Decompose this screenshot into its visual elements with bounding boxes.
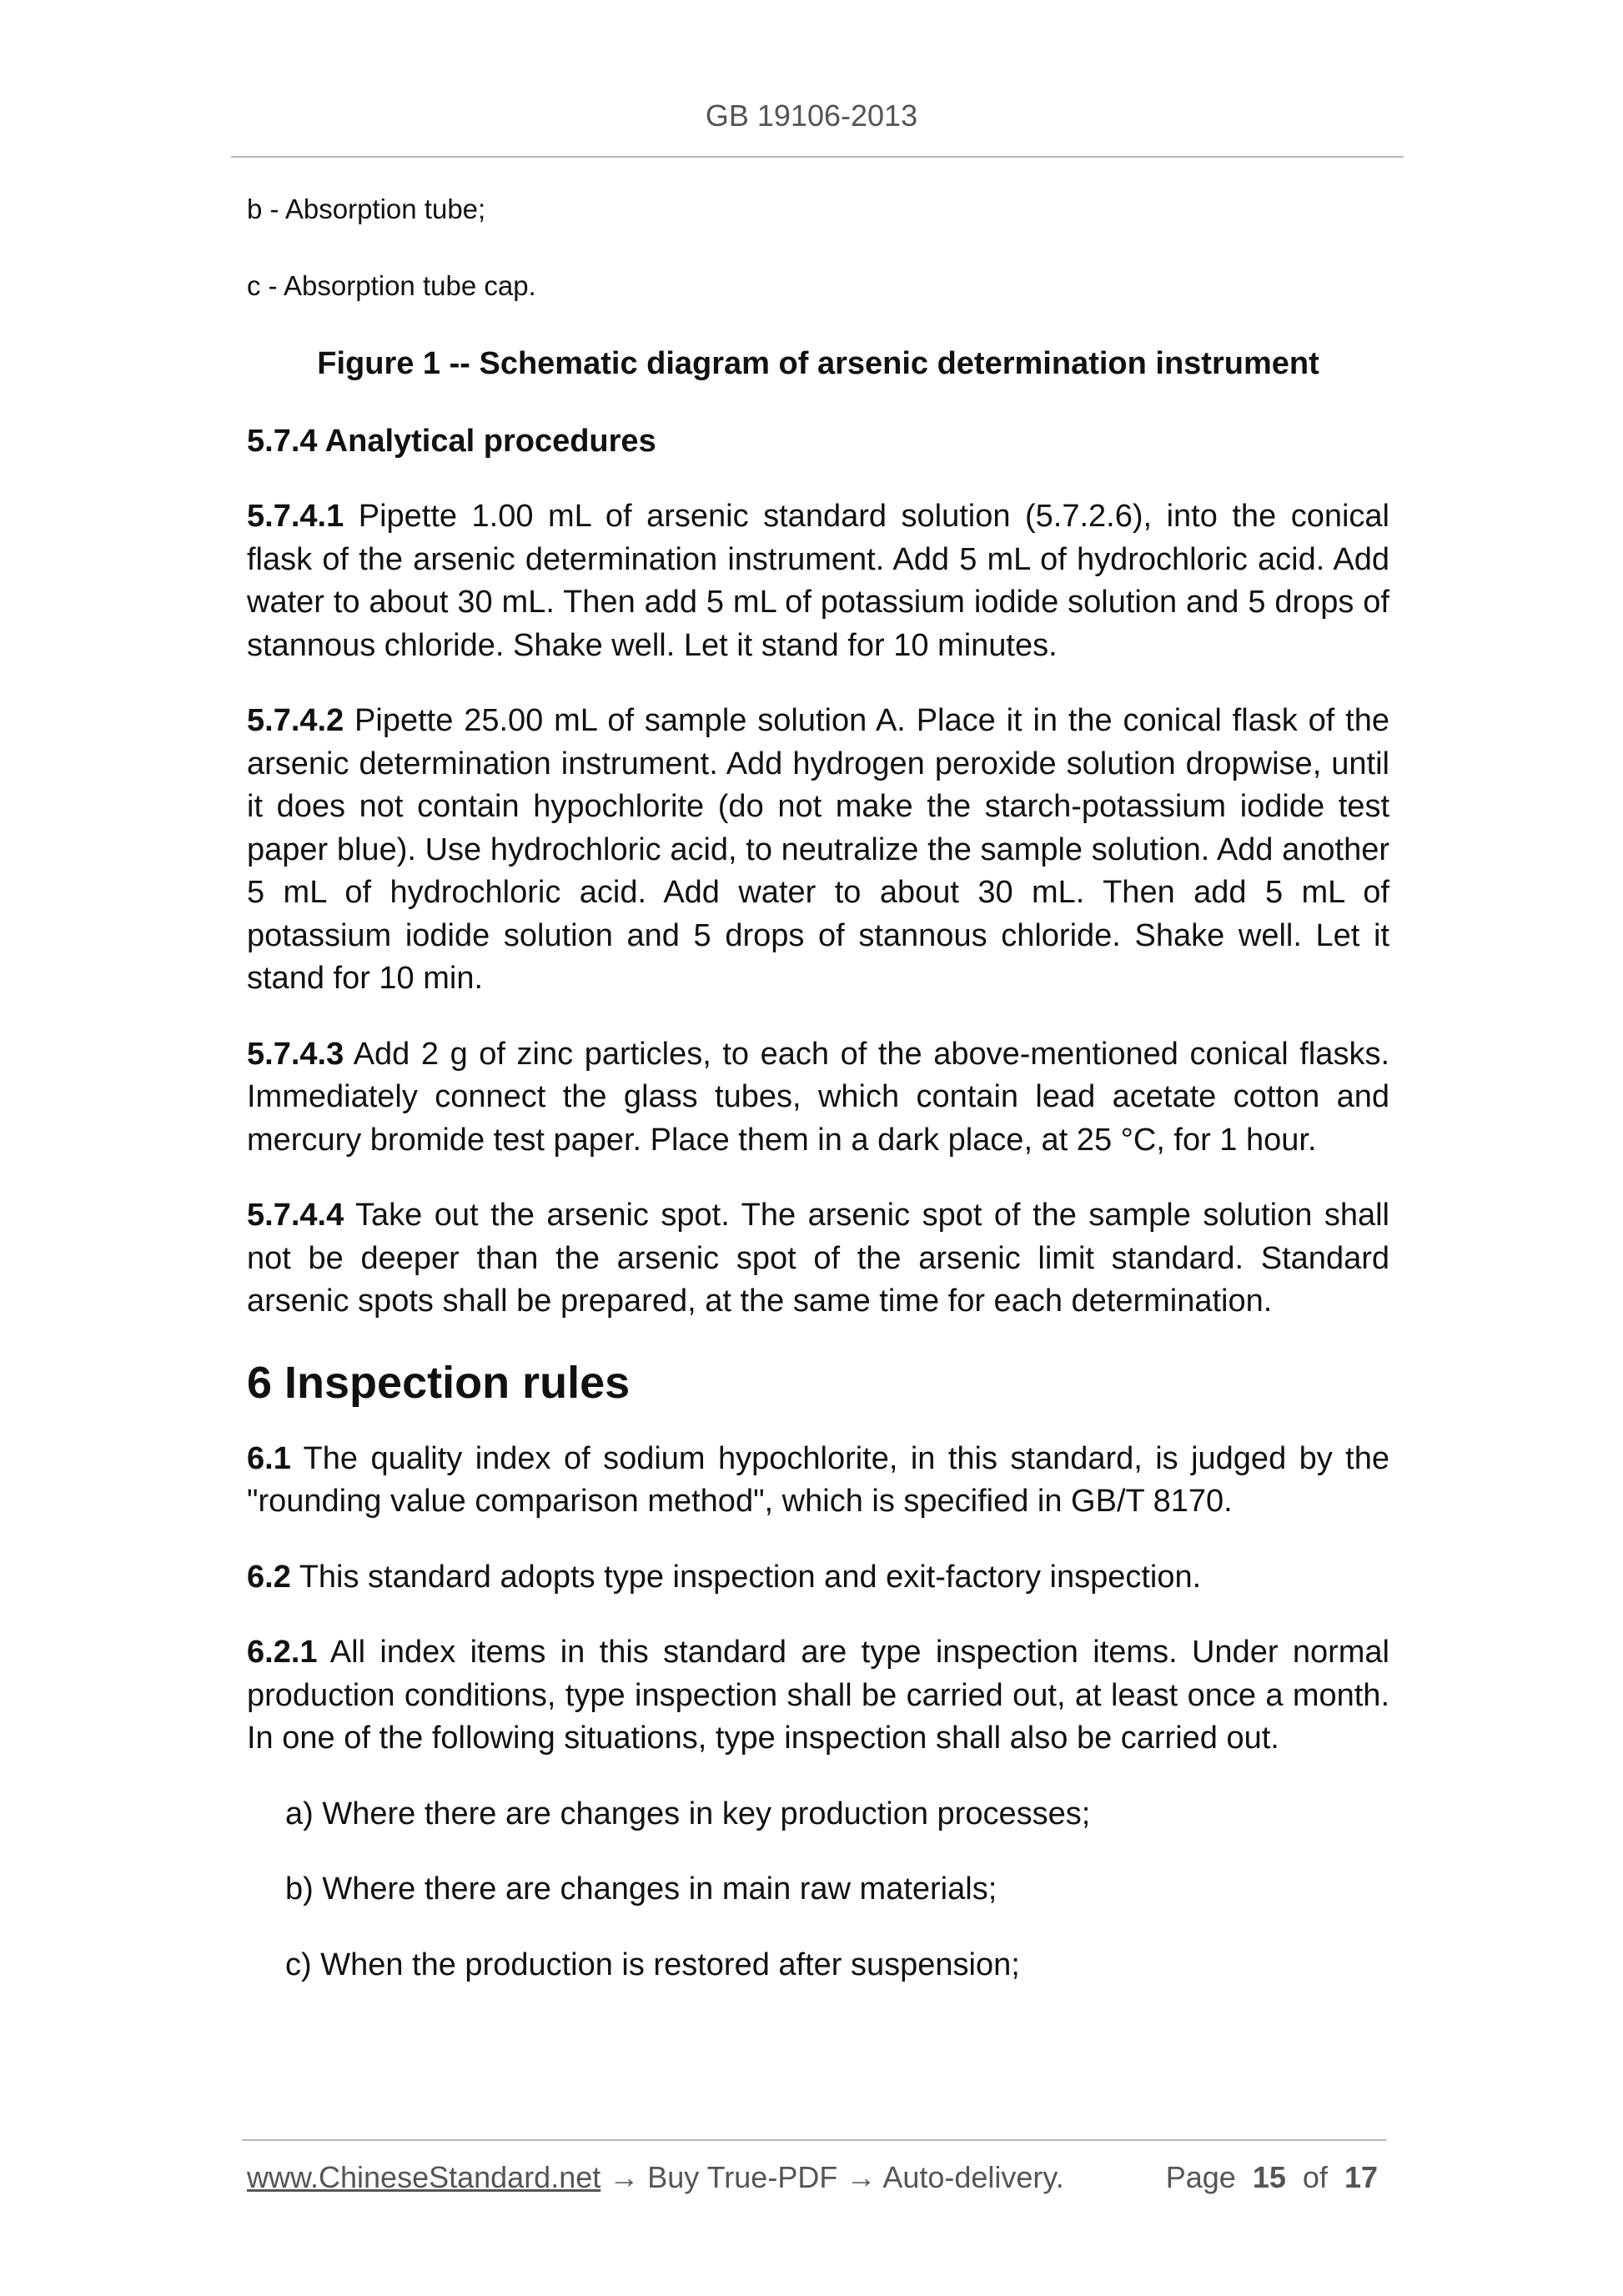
page-label: Page [1165,2160,1236,2194]
header-divider [231,156,1404,158]
clause-number: 6.2.1 [247,1635,318,1670]
clause-number: 5.7.4.3 [247,1036,344,1072]
footer-tagline: → Buy True-PDF → Auto-delivery. [600,2160,1064,2194]
clause-number: 5.7.4.2 [247,703,344,738]
clause-number: 5.7.4.1 [247,499,344,534]
paragraph-6-1 [247,1438,1389,1524]
list-item: a) Where there are changes in key production processes; [285,1796,1091,1831]
clause-number: 5.7.4.4 [247,1198,344,1233]
chapter-heading-6: 6 Inspection rules [247,1357,631,1408]
clause-number: 6.2 [247,1559,291,1595]
paragraph-6-2-1 [247,1631,1389,1761]
legend-item-b: b - Absorption tube; [247,193,486,224]
footer-promo [247,2160,1064,2195]
paragraph-text: Pipette 1.00 mL of arsenic standard solution (5.7.2.6), into the conical flask of the arsenic determination instrument. Add 5 mL of hydrochloric acid. Add water to about 30 mL. Then add 5 mL of potassium iodide solution and 5 drops of stannous chloride. Shake well. Let it stand for 10 minutes. [247,499,1389,663]
clause-number: 6.1 [247,1440,291,1476]
paragraph-5-7-4-1 [247,495,1389,667]
paragraph-5-7-4-3 [247,1033,1389,1163]
paragraph-text: Take out the arsenic spot. The arsenic spot of the sample solution shall not be deeper than the arsenic spot of the arsenic limit standard. Standard arsenic spots shall be prepared, at the same time for each determination. [247,1198,1389,1319]
paragraph-5-7-4-4 [247,1194,1389,1324]
footer-divider [242,2139,1386,2141]
paragraph-6-2 [247,1556,1389,1600]
paragraph-text: This standard adopts type inspection and exit-factory inspection. [290,1559,1202,1595]
list-item: b) Where there are changes in main raw materials; [285,1871,997,1907]
paragraph-5-7-4-2 [247,700,1389,1001]
page-header: GB 19106-2013 [705,98,918,133]
page-indicator [1166,2160,1378,2195]
paragraph-text: Add 2 g of zinc particles, to each of the above-mentioned conical flasks. Immediately connect the glass tubes, which contain lead acetate cotton and mercury bromide test paper. Place them in a dark place, at 25 °C, for 1 hour. [247,1036,1389,1158]
figure-caption: Figure 1 -- Schematic diagram of arsenic determination instrument [317,346,1319,381]
page-number: 15 [1252,2160,1286,2194]
list-item: c) When the production is restored after suspension; [285,1947,1020,1982]
paragraph-text: The quality index of sodium hypochlorite, in this standard, is judged by the "rounding value comparison method", which is specified in GB/T 8170. [247,1440,1389,1519]
page-total: 17 [1344,2160,1378,2194]
document-body [247,190,1389,1987]
paragraph-text: Pipette 25.00 mL of sample solution A. Place it in the conical flask of the arsenic determination instrument. Add hydrogen peroxide solution dropwise, until it does not contain hypochlorite (do not make the starch-potassium iodide test paper blue). Use hydrochloric acid, to neutralize the sample solution. Add another 5 mL of hydrochloric acid. Add water to about 30 mL. Then add 5 mL of potassium iodide solution and 5 drops of stannous chloride. Shake well. Let it stand for 10 min. [247,703,1389,996]
section-heading-5-7-4: 5.7.4 Analytical procedures [247,423,656,459]
legend-item-c: c - Absorption tube cap. [247,270,536,301]
page-footer [247,2160,1389,2202]
paragraph-text: All index items in this standard are type inspection items. Under normal production conditions, type inspection shall be carried out, at least once a month. In one of the following situations, type inspection shall also be carried out. [247,1635,1389,1756]
of-label: of [1302,2160,1328,2194]
website-link[interactable]: www.ChineseStandard.net [247,2160,601,2194]
